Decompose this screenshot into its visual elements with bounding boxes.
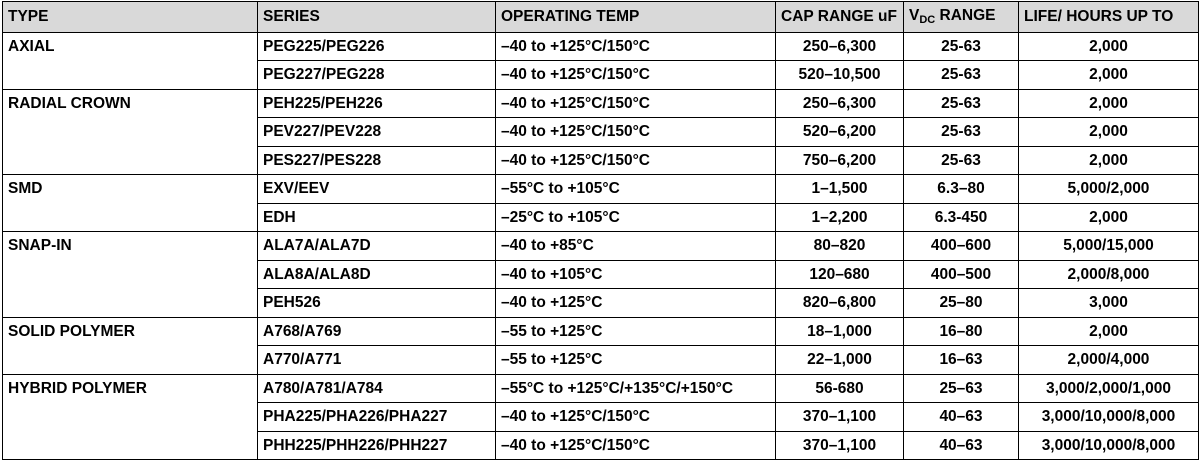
cell-cap-range: 520–10,500 <box>776 61 904 90</box>
cell-vdc-range: 25-63 <box>904 118 1019 147</box>
cell-vdc-range: 25-63 <box>904 146 1019 175</box>
column-header-cap-range: CAP RANGE uF <box>776 2 904 33</box>
cell-life-hours: 2,000 <box>1019 61 1199 90</box>
cell-cap-range: 120–680 <box>776 260 904 289</box>
cell-cap-range: 370–1,100 <box>776 431 904 460</box>
cell-operating-temp: –40 to +125°C/150°C <box>496 146 776 175</box>
cell-series: PEH526 <box>258 289 496 318</box>
cell-life-hours: 2,000 <box>1019 32 1199 61</box>
table-body <box>3 32 1199 460</box>
cell-cap-range: 80–820 <box>776 232 904 261</box>
cell-operating-temp: –40 to +125°C/150°C <box>496 32 776 61</box>
cell-series: PEH225/PEH226 <box>258 89 496 118</box>
cell-operating-temp: –55 to +125°C <box>496 317 776 346</box>
cell-cap-range: 370–1,100 <box>776 403 904 432</box>
cell-type: AXIAL <box>3 32 258 89</box>
cell-series: PES227/PES228 <box>258 146 496 175</box>
table-row <box>3 317 1199 346</box>
header-row <box>3 2 1199 33</box>
cell-life-hours: 3,000 <box>1019 289 1199 318</box>
cell-series: ALA7A/ALA7D <box>258 232 496 261</box>
cell-life-hours: 2,000 <box>1019 118 1199 147</box>
cell-operating-temp: –40 to +125°C/150°C <box>496 118 776 147</box>
cell-vdc-range: 400–600 <box>904 232 1019 261</box>
column-header-series: SERIES <box>258 2 496 33</box>
cell-life-hours: 5,000/15,000 <box>1019 232 1199 261</box>
cell-vdc-range: 6.3-450 <box>904 203 1019 232</box>
cell-type: SNAP-IN <box>3 232 258 318</box>
cell-life-hours: 2,000 <box>1019 89 1199 118</box>
capacitor-spec-table <box>2 1 1199 460</box>
capacitor-spec-table-container <box>0 1 1200 454</box>
cell-type: SOLID POLYMER <box>3 317 258 374</box>
cell-operating-temp: –40 to +125°C/150°C <box>496 403 776 432</box>
cell-life-hours: 2,000 <box>1019 203 1199 232</box>
cell-vdc-range: 25-63 <box>904 32 1019 61</box>
cell-vdc-range: 40–63 <box>904 431 1019 460</box>
cell-series: PEG227/PEG228 <box>258 61 496 90</box>
cell-cap-range: 820–6,800 <box>776 289 904 318</box>
cell-vdc-range: 40–63 <box>904 403 1019 432</box>
cell-operating-temp: –40 to +125°C/150°C <box>496 61 776 90</box>
table-header <box>3 2 1199 33</box>
cell-life-hours: 2,000/8,000 <box>1019 260 1199 289</box>
cell-cap-range: 1–1,500 <box>776 175 904 204</box>
cell-cap-range: 750–6,200 <box>776 146 904 175</box>
cell-life-hours: 2,000 <box>1019 146 1199 175</box>
cell-series: PEV227/PEV228 <box>258 118 496 147</box>
cell-vdc-range: 25-63 <box>904 89 1019 118</box>
cell-life-hours: 2,000 <box>1019 317 1199 346</box>
cell-operating-temp: –55°C to +105°C <box>496 175 776 204</box>
vdc-prefix: V <box>909 7 920 24</box>
cell-vdc-range: 6.3–80 <box>904 175 1019 204</box>
cell-cap-range: 250–6,300 <box>776 32 904 61</box>
cell-life-hours: 3,000/10,000/8,000 <box>1019 431 1199 460</box>
cell-vdc-range: 16–80 <box>904 317 1019 346</box>
cell-life-hours: 3,000/2,000/1,000 <box>1019 374 1199 403</box>
cell-vdc-range: 16–63 <box>904 346 1019 375</box>
cell-series: ALA8A/ALA8D <box>258 260 496 289</box>
cell-operating-temp: –40 to +125°C/150°C <box>496 89 776 118</box>
column-header-type: TYPE <box>3 2 258 33</box>
cell-cap-range: 22–1,000 <box>776 346 904 375</box>
cell-operating-temp: –55°C to +125°C/+135°C/+150°C <box>496 374 776 403</box>
cell-cap-range: 56-680 <box>776 374 904 403</box>
cell-series: EXV/EEV <box>258 175 496 204</box>
cell-series: PEG225/PEG226 <box>258 32 496 61</box>
column-header-life-hours: LIFE/ HOURS UP TO <box>1019 2 1199 33</box>
table-row <box>3 89 1199 118</box>
cell-series: A768/A769 <box>258 317 496 346</box>
cell-type: SMD <box>3 175 258 232</box>
table-row <box>3 374 1199 403</box>
cell-operating-temp: –40 to +125°C <box>496 289 776 318</box>
cell-series: EDH <box>258 203 496 232</box>
cell-series: PHA225/PHA226/PHA227 <box>258 403 496 432</box>
cell-operating-temp: –25°C to +105°C <box>496 203 776 232</box>
cell-type: HYBRID POLYMER <box>3 374 258 460</box>
table-row <box>3 232 1199 261</box>
cell-series: A770/A771 <box>258 346 496 375</box>
cell-cap-range: 250–6,300 <box>776 89 904 118</box>
table-row <box>3 175 1199 204</box>
cell-operating-temp: –40 to +85°C <box>496 232 776 261</box>
table-row <box>3 32 1199 61</box>
cell-type: RADIAL CROWN <box>3 89 258 175</box>
cell-life-hours: 3,000/10,000/8,000 <box>1019 403 1199 432</box>
cell-operating-temp: –40 to +105°C <box>496 260 776 289</box>
cell-cap-range: 1–2,200 <box>776 203 904 232</box>
cell-vdc-range: 25–63 <box>904 374 1019 403</box>
cell-life-hours: 2,000/4,000 <box>1019 346 1199 375</box>
column-header-vdc-range <box>904 2 1019 33</box>
cell-vdc-range: 25–80 <box>904 289 1019 318</box>
cell-life-hours: 5,000/2,000 <box>1019 175 1199 204</box>
cell-series: PHH225/PHH226/PHH227 <box>258 431 496 460</box>
cell-vdc-range: 400–500 <box>904 260 1019 289</box>
vdc-subscript: DC <box>919 14 936 26</box>
cell-operating-temp: –55 to +125°C <box>496 346 776 375</box>
cell-operating-temp: –40 to +125°C/150°C <box>496 431 776 460</box>
cell-cap-range: 520–6,200 <box>776 118 904 147</box>
vdc-suffix: RANGE <box>935 7 996 24</box>
cell-vdc-range: 25-63 <box>904 61 1019 90</box>
cell-cap-range: 18–1,000 <box>776 317 904 346</box>
column-header-operating-temp: OPERATING TEMP <box>496 2 776 33</box>
cell-series: A780/A781/A784 <box>258 374 496 403</box>
